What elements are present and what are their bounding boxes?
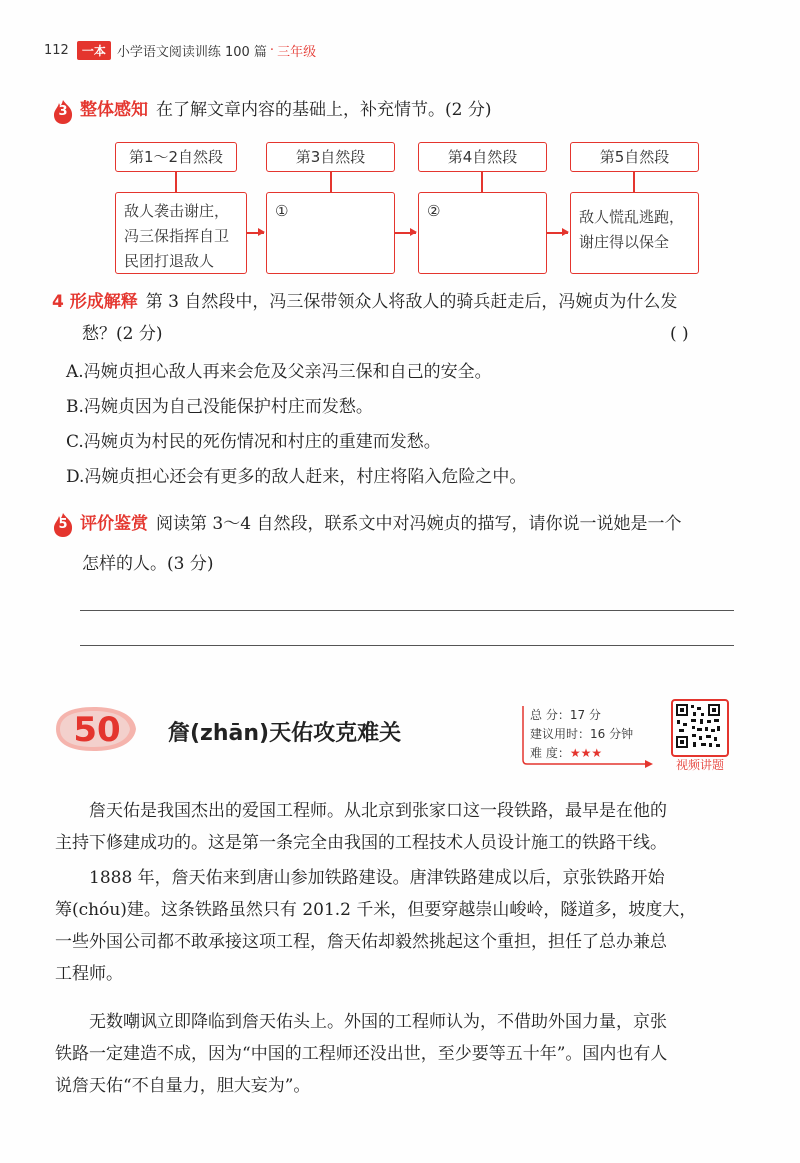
- flow-arrow-icon: [395, 232, 416, 234]
- passage-paragraph-3: 无数嘲讽立即降临到詹天佑头上。外国的工程师认为，不借助外国力量，京张 铁路一定建造不成，因为“中国的工程师还没出世，至少要等五十年”。国内也有人 说詹天佑“不自量力，胆大妄为”。: [55, 1012, 668, 1096]
- option-c[interactable]: C.冯婉贞为村民的死伤情况和村庄的重建而发愁。: [66, 432, 441, 452]
- answer-line[interactable]: [80, 645, 734, 646]
- option-d[interactable]: D.冯婉贞担心还会有更多的敌人赶来，村庄将陷入危险之中。: [66, 467, 527, 487]
- difficulty-stars: ★★★: [569, 746, 603, 760]
- grade-label: 三年级: [277, 44, 317, 60]
- page-header: [44, 40, 316, 60]
- flow-header-2: 第3自然段: [266, 142, 395, 172]
- video-explanation-link[interactable]: 视频讲题: [675, 758, 724, 772]
- flow-line: 敌人袭击谢庄，: [124, 202, 230, 220]
- qr-code-icon[interactable]: [671, 699, 729, 757]
- passage-paragraph-1: 詹天佑是我国杰出的爱国工程师。从北京到张家口这一段铁路，最早是在他的 主持下修建成功的。这是第一条完全由我国的工程技术人员设计施工的铁路干线。: [55, 801, 667, 853]
- answer-parentheses[interactable]: ( ): [670, 324, 689, 344]
- flow-line: 民团打退敌人: [124, 252, 215, 270]
- lesson-title: 詹(zhān)天佑攻克难关: [168, 721, 402, 746]
- question-text-line1: 阅读第 3～4 自然段，联系文中对冯婉贞的描写，请你说一说她是一个: [156, 514, 682, 534]
- question-text-line1: 第 3 自然段中，冯三保带领众人将敌人的骑兵赶走后，冯婉贞为什么发: [145, 292, 678, 312]
- info-difficulty: 难 度：★★★: [530, 746, 603, 760]
- series-title: 小学语文阅读训练 100 篇: [116, 44, 267, 60]
- flow-box-2-answer[interactable]: [266, 192, 395, 274]
- page-number: 112: [44, 42, 69, 58]
- answer-line[interactable]: [80, 610, 734, 611]
- flame-badge-icon: [52, 99, 74, 125]
- question-text-line2: 怎样的人。(3 分): [82, 554, 214, 574]
- question-tag: 整体感知: [80, 100, 148, 120]
- flow-arrow-icon: [246, 232, 264, 234]
- connector-line: [481, 172, 483, 192]
- title-separator: ·: [269, 42, 275, 58]
- blank-marker-1: ①: [275, 202, 289, 220]
- flow-box-4: [570, 192, 699, 274]
- flow-header-4: 第5自然段: [570, 142, 699, 172]
- flow-line: 谢庄得以保全: [579, 233, 670, 251]
- question-text-line2: 愁？(2 分): [82, 324, 163, 344]
- blank-marker-2: ②: [427, 202, 441, 220]
- question-3: [80, 98, 491, 122]
- question-5: [80, 512, 681, 536]
- flame-badge-icon: [52, 512, 74, 538]
- question-text: 在了解文章内容的基础上，补充情节。(2 分): [156, 100, 492, 120]
- info-score: 总 分：17 分: [530, 708, 601, 722]
- question-number: 3: [58, 104, 68, 119]
- question-number: 5: [58, 517, 68, 532]
- flow-line: 冯三保指挥自卫: [124, 227, 230, 245]
- question-tag: 评价鉴赏: [80, 514, 148, 534]
- connector-line: [633, 172, 635, 192]
- passage-paragraph-2: 1888 年，詹天佑来到唐山参加铁路建设。唐津铁路建成以后，京张铁路开始 筹(chóu)建。这条铁路虽然只有 201.2 千米，但要穿越崇山峻岭，隧道多，坡度大， 一些外国公司都不敢承接这项工程，詹天佑却毅然挑起这个重担，担任了总办兼总 工程师。: [55, 868, 697, 984]
- question-tag: 4 形成解释: [52, 292, 138, 312]
- lesson-number: 50: [73, 710, 121, 750]
- flow-box-3-answer[interactable]: [418, 192, 547, 274]
- flow-arrow-icon: [547, 232, 568, 234]
- flow-header-1: 第1～2自然段: [115, 142, 237, 172]
- option-a[interactable]: A.冯婉贞担心敌人再来会危及父亲冯三保和自己的安全。: [66, 362, 492, 382]
- brand-logo: 一本: [77, 41, 111, 60]
- connector-line: [175, 172, 177, 192]
- flow-header-3: 第4自然段: [418, 142, 547, 172]
- flow-box-1: [115, 192, 247, 274]
- question-4: [52, 290, 677, 314]
- option-b[interactable]: B.冯婉贞因为自己没能保护村庄而发愁。: [66, 397, 373, 417]
- flow-line: 敌人慌乱逃跑，: [579, 208, 685, 226]
- info-time: 建议用时：16 分钟: [530, 727, 634, 741]
- connector-line: [330, 172, 332, 192]
